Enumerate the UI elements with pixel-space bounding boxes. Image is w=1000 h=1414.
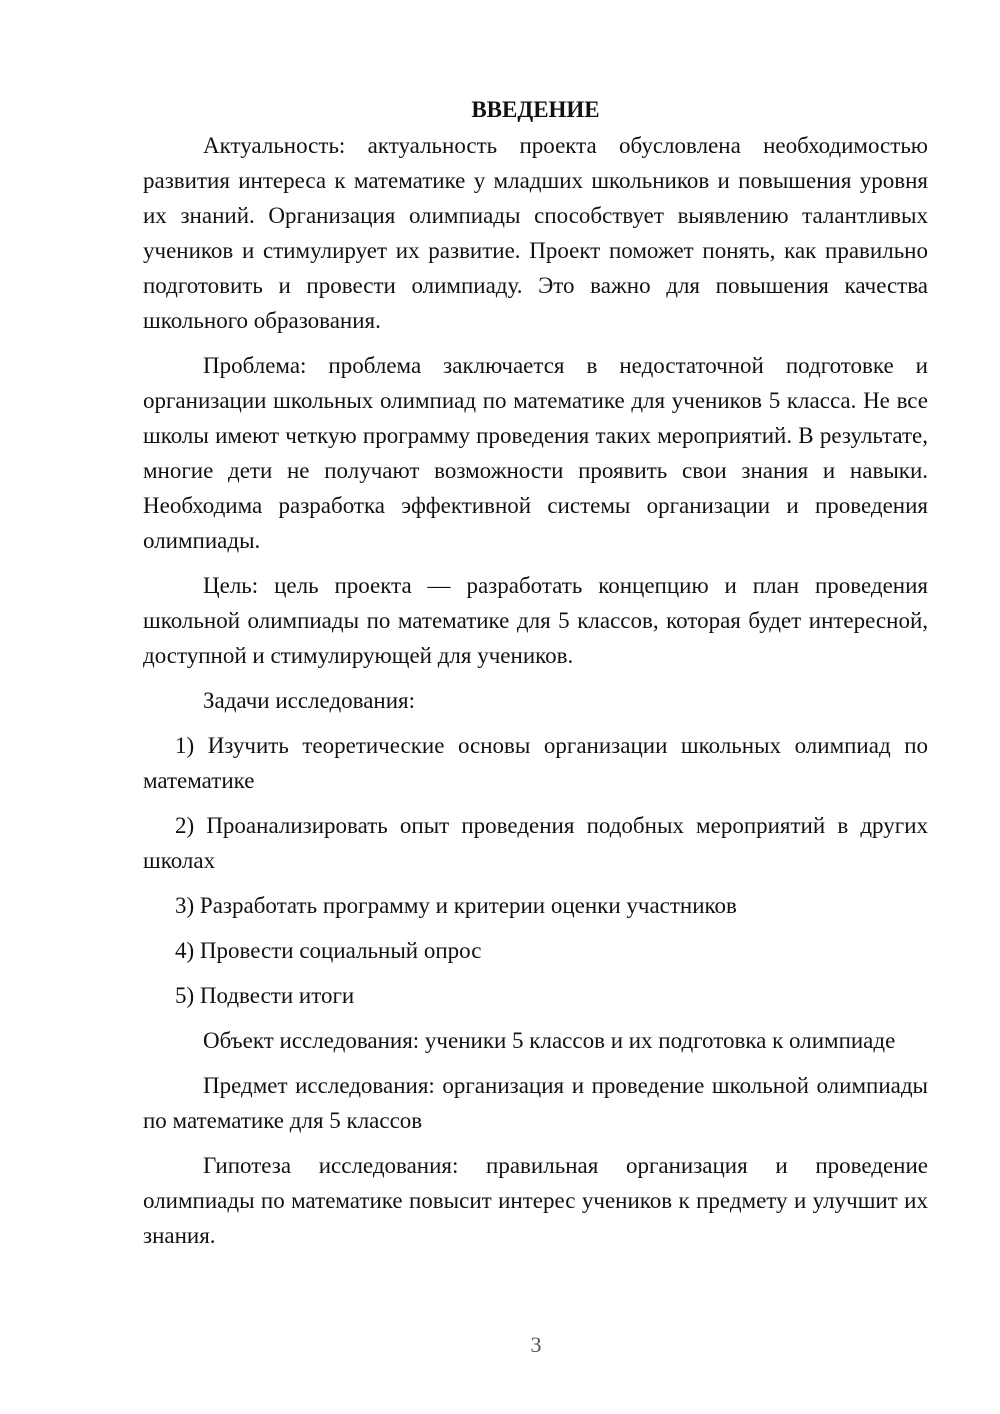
problem-paragraph: Проблема: проблема заключается в недостаточной подготовке и организации школьных олимпиад по математике для учеников 5 класса. Не все школы имеют четкую программу проведения таких мероприятий. В результате, многие дети не получают возможности проявить свои знания и навыки. Необходима разработка эффективной системы организации и проведения олимпиады.: [143, 353, 928, 553]
section-title: ВВЕДЕНИЕ: [471, 97, 600, 122]
task-item: 5) Подвести итоги: [175, 983, 355, 1008]
page-content: [143, 92, 928, 1253]
hypothesis-paragraph: Гипотеза исследования: правильная организация и проведение олимпиады по математике повысит интерес учеников к предмету и улучшит их знания.: [143, 1153, 928, 1248]
relevance-paragraph: Актуальность: актуальность проекта обусловлена необходимостью развития интереса к математике у младших школьников и повышения уровня их знаний. Организация олимпиады способствует выявлению талантливых учеников и стимулирует их развитие. Проект поможет понять, как правильно подготовить и провести олимпиаду. Это важно для повышения качества школьного образования.: [143, 133, 928, 333]
object-paragraph: Объект исследования: ученики 5 классов и их подготовка к олимпиаде: [203, 1028, 896, 1053]
tasks-heading: Задачи исследования:: [203, 688, 416, 713]
task-item: 2) Проанализировать опыт проведения подобных мероприятий в других школах: [143, 813, 928, 873]
subject-paragraph: Предмет исследования: организация и проведение школьной олимпиады по математике для 5 классов: [143, 1073, 928, 1133]
page-number: 3: [530, 1332, 542, 1357]
task-item: 1) Изучить теоретические основы организации школьных олимпиад по математике: [143, 733, 928, 793]
task-item: 3) Разработать программу и критерии оценки участников: [175, 893, 737, 918]
tasks-list: [143, 728, 928, 1013]
task-item: 4) Провести социальный опрос: [175, 938, 482, 963]
goal-paragraph: Цель: цель проекта — разработать концепцию и план проведения школьной олимпиады по математике для 5 классов, которая будет интересной, доступной и стимулирующей для учеников.: [143, 573, 928, 668]
